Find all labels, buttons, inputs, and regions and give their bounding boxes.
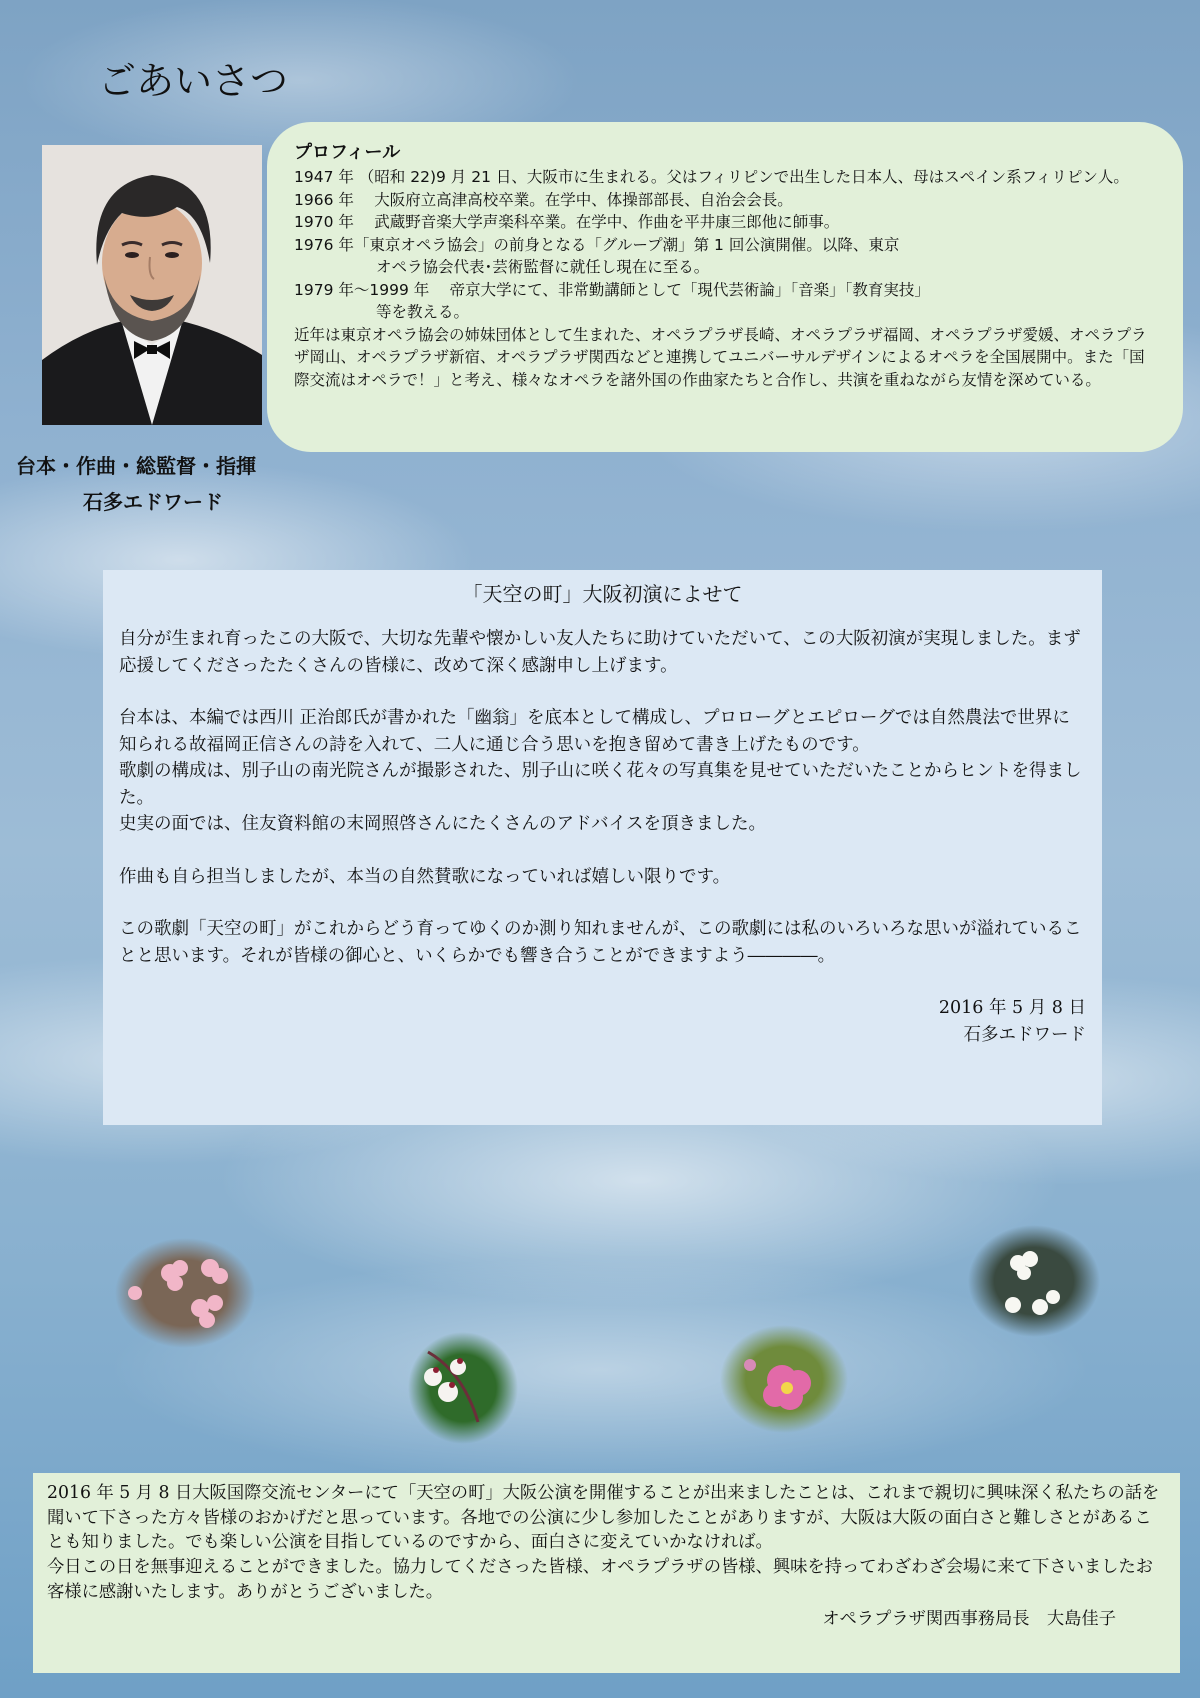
message-date: 2016 年 5 月 8 日 xyxy=(938,998,1086,1018)
profile-entry: 1976 年「東京オペラ協会」の前身となる「グループ潮」第 1 回公演開催。以降、東京 xyxy=(294,235,900,254)
profile-entry: 1966 年 大阪府立高津高校卒業。在学中、体操部部長、自治会会長。 xyxy=(294,190,793,209)
profile-entry: 1970 年 武蔵野音楽大学声楽科卒業。在学中、作曲を平井康三郎他に師事。 xyxy=(294,213,840,231)
message-paragraph: 自分が生まれ育ったこの大阪で、大切な先輩や懐かしい友人たちに助けていただいて、この大阪初演が実現しました。まず応援してくださったたくさんの皆様に、改めて深く感謝申し上げます。 xyxy=(119,629,1081,676)
greeting-message xyxy=(103,570,1102,1125)
profile-heading: プロフィール xyxy=(294,142,401,163)
footer-paragraph: 今日この日を無事迎えることができました。協力してくださった皆様、オペラプラザの皆様、興味を持ってわざわざ会場に来て下さいましたお客様に感謝いたします。ありがとうございました。 xyxy=(47,1557,1154,1602)
message-signature: 石多エドワード xyxy=(963,1024,1086,1045)
role-name: 石多エドワード xyxy=(83,490,223,514)
message-paragraph: 史実の面では、住友資料館の末岡照啓さんにたくさんのアドバイスを頂きました。 xyxy=(119,814,766,834)
page-title: ごあいさつ xyxy=(98,59,289,103)
footer-signature: オペラプラザ関西事務局長 大島佳子 xyxy=(822,1608,1116,1629)
portrait-photo xyxy=(42,145,262,425)
message-paragraph: この歌劇「天空の町」がこれからどう育ってゆくのか測り知れませんが、この歌劇には私のいろいろな思いが溢れていることと思います。それが皆様の御心と、いくらかでも響き合うことができますよう――――。 xyxy=(119,919,1082,966)
role-caption xyxy=(0,448,300,520)
closing-message xyxy=(33,1473,1180,1673)
profile-entry: 1947 年 （昭和 22)9 月 21 日、大阪市に生まれる。父はフィリピンで出生した日本人、母はスペイン系フィリピン人。 xyxy=(294,168,1129,186)
message-paragraph: 台本は、本編では西川 正治郎氏が書かれた「幽翁」を底本として構成し、プロローグとエピローグでは自然農法で世界に知られる故福岡正信さんの詩を入れて、二人に通じ合う思いを抱き留めて書き上げたものです。 xyxy=(119,708,1070,755)
role-title: 台本・作曲・総監督・指揮 xyxy=(16,454,256,478)
profile-paragraph: 近年は東京オペラ協会の姉妹団体として生まれた、オペラプラザ長崎、オペラプラザ福岡、オペラプラザ愛媛、オペラプラザ岡山、オペラプラザ新宿、オペラプラザ関西などと連携してユニバーサルデザインによるオペラを全国展開中。また「国際交流はオペラで！」と考え、様々なオペラを諸外国の作曲家たちと合作し、共演を重ねながら友情を深めている。 xyxy=(294,325,1147,389)
flower-photo-white-drooping xyxy=(408,1332,518,1444)
message-paragraph: 作曲も自ら担当しましたが、本当の自然賛歌になっていれば嬉しい限りです。 xyxy=(119,866,731,887)
profile-entry: 等を教える。 xyxy=(376,303,470,321)
profile-entry: オペラ協会代表･芸術監督に就任し現在に至る。 xyxy=(376,258,710,276)
message-paragraph: 歌劇の構成は、別子山の南光院さんが撮影された、別子山に咲く花々の写真集を見せていただいたことからヒントを得ました。 xyxy=(119,761,1082,808)
footer-paragraph: 2016 年 5 月 8 日大阪国際交流センターにて「天空の町」大阪公演を開催することが出来ましたことは、これまで親切に興味深く私たちの話を聞いて下さった方々皆様のおかげだと思っています。各地での公演に少し参加したことがありますが、大阪は大阪の面白さと難しさとがあることも知りました。でも楽しい公演を目指しているのですから、面白さに変えていかなければ。 xyxy=(47,1483,1160,1553)
message-heading: 「天空の町」大阪初演によせて xyxy=(462,582,743,606)
flower-photo-wild-rose xyxy=(720,1325,848,1433)
flower-photo-white-cluster xyxy=(968,1225,1100,1337)
profile-box xyxy=(267,122,1183,452)
flower-photo-pink-blossoms xyxy=(115,1238,255,1348)
profile-entry: 1979 年～1999 年 帝京大学にて、非常勤講師として「現代芸術論」「音楽」「教育実技」 xyxy=(294,280,930,299)
